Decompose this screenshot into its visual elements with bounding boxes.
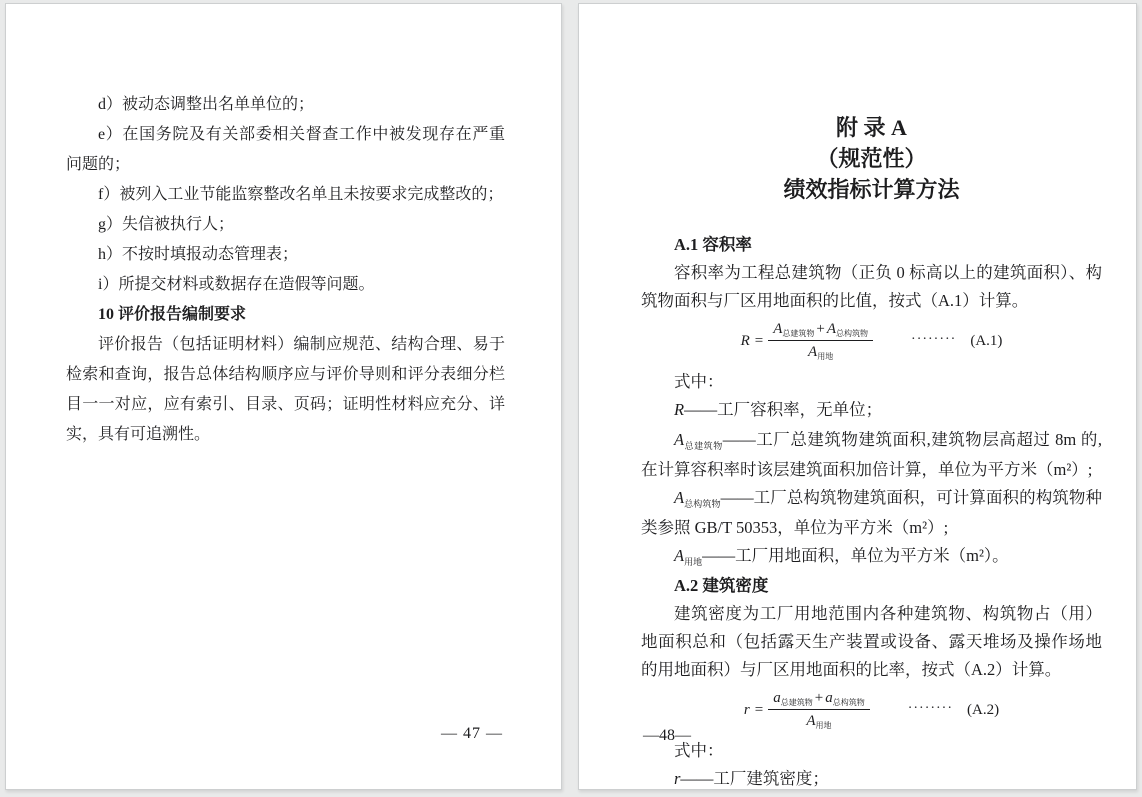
list-item-e: e）在国务院及有关部委相关督查工作中被发现存在严重问题的；: [66, 126, 505, 173]
def-symbol: r: [674, 769, 681, 788]
section-a2-heading: A.2 建筑密度: [674, 576, 769, 595]
def-text: 工厂容积率，无单位；: [717, 400, 883, 419]
def-symbol: A: [674, 430, 685, 449]
a1-definition-r: [641, 396, 1102, 426]
formula-a2-leader-dots: ········: [907, 701, 953, 717]
formula-a1: [641, 320, 1102, 361]
numerator-var-1: a: [773, 690, 781, 706]
numerator-sub-1: 总建筑物: [782, 329, 815, 338]
formula-a2-fraction: [768, 689, 869, 730]
def-symbol: R: [674, 400, 685, 419]
def-dash: ——: [684, 400, 718, 419]
appendix-a-title: [641, 112, 1102, 205]
def-text: 工厂总建筑物建筑面积,建筑物层高超过 8m 的,在计算容积率时该层建筑面积加倍计算，单位为平方米（m²）;: [641, 430, 1102, 479]
section-a1-heading: A.1 容积率: [674, 235, 752, 254]
formula-a1-numerator: [768, 320, 873, 341]
formula-a1-leader-dots: ········: [911, 332, 957, 348]
numerator-var-2: A: [826, 321, 837, 337]
section-a2-intro: 建筑密度为工厂用地范围内各种建筑物、构筑物占（用）地面积总和（包括露天生产装置或设备、露天堆场及操作场地的用地面积）与厂区用地面积的比率，按式（A.2）计算。: [641, 604, 1102, 679]
formula-a1-reference: (A.1): [970, 332, 1003, 349]
section-10-paragraph: 评价报告（包括证明材料）编制应规范、结构合理、易于检索和查询，报告总体结构顺序应与评价导则和评分表细分栏目一一对应，应有索引、目录、页码；证明性材料应充分、详实，具有可追溯性。: [66, 336, 505, 443]
def-symbol: A: [674, 546, 685, 565]
formula-a2-numerator: [768, 689, 869, 710]
formula-a2: [641, 689, 1102, 730]
denominator-sub: 用地: [817, 352, 834, 361]
appendix-title-line2: （规范性）: [816, 146, 927, 171]
a2-where-label: 式中：: [674, 741, 724, 760]
appendix-title-line1: 附 录 A: [836, 115, 907, 140]
formula-a2-reference: (A.2): [967, 701, 1000, 718]
formula-a2-denominator: [806, 710, 831, 730]
def-subscript: 总建筑物: [684, 441, 723, 451]
formula-a2-equation: [744, 689, 870, 730]
def-text: 工厂建筑密度；: [713, 769, 829, 788]
list-item-h: h）不按时填报动态管理表；: [98, 246, 299, 263]
formula-a2-lhs: r: [743, 701, 750, 718]
page-number-47: — 47 —: [441, 725, 503, 742]
def-dash: ——: [680, 769, 714, 788]
page-47-content: [6, 4, 561, 450]
page-48-content: [579, 4, 1136, 795]
list-item-d: d）被动态调整出名单单位的；: [98, 96, 315, 113]
plus-sign: +: [816, 321, 825, 337]
a1-definition-total-building: [641, 426, 1102, 484]
a1-definition-total-structure: [641, 484, 1102, 542]
def-dash: ——: [702, 546, 736, 565]
numerator-var-1: A: [773, 321, 783, 337]
list-item-f: f）被列入工业节能监察整改名单且未按要求完成整改的；: [98, 186, 504, 203]
list-item-i: i）所提交材料或数据存在造假等问题。: [98, 276, 375, 293]
def-subscript: 总构筑物: [684, 499, 721, 509]
a1-where-label: 式中：: [674, 372, 724, 391]
section-10-heading: 10 评价报告编制要求: [98, 306, 247, 323]
numerator-sub-2: 总构筑物: [836, 329, 869, 338]
formula-a1-fraction: [768, 320, 873, 361]
def-dash: ——: [722, 430, 756, 449]
a2-definition-r: [641, 765, 1102, 795]
denominator-sub: 用地: [815, 721, 832, 730]
page-48: [578, 3, 1137, 790]
def-text: 工厂总构筑物建筑面积，可计算面积的构筑物种类参照 GB/T 50353，单位为平方米（m²）;: [641, 488, 1102, 537]
def-dash: ——: [720, 488, 754, 507]
numerator-var-2: a: [825, 690, 833, 706]
list-item-g: g）失信被执行人；: [98, 216, 235, 233]
numerator-sub-2: 总构筑物: [832, 698, 865, 707]
def-text: 工厂用地面积，单位为平方米（m²）。: [735, 546, 1009, 565]
page-number-48: —48—: [643, 727, 691, 744]
page-47: [5, 3, 562, 790]
formula-a1-denominator: [808, 341, 833, 361]
a1-definition-land: [641, 542, 1102, 572]
denominator-var: A: [808, 344, 818, 360]
denominator-var: A: [806, 713, 816, 729]
formula-a1-lhs: R: [740, 332, 750, 349]
equals-sign: =: [754, 332, 764, 349]
appendix-title-line3: 绩效指标计算方法: [783, 177, 960, 202]
def-subscript: 用地: [684, 557, 703, 567]
section-a1-intro: 容积率为工程总建筑物（正负 0 标高以上的建筑面积）、构筑物面积与厂区用地面积的比值，按式（A.1）计算。: [641, 263, 1102, 310]
def-symbol: A: [674, 488, 685, 507]
equals-sign: =: [754, 701, 764, 718]
numerator-sub-1: 总建筑物: [780, 698, 813, 707]
plus-sign: +: [814, 690, 824, 706]
formula-a1-equation: [741, 320, 873, 361]
